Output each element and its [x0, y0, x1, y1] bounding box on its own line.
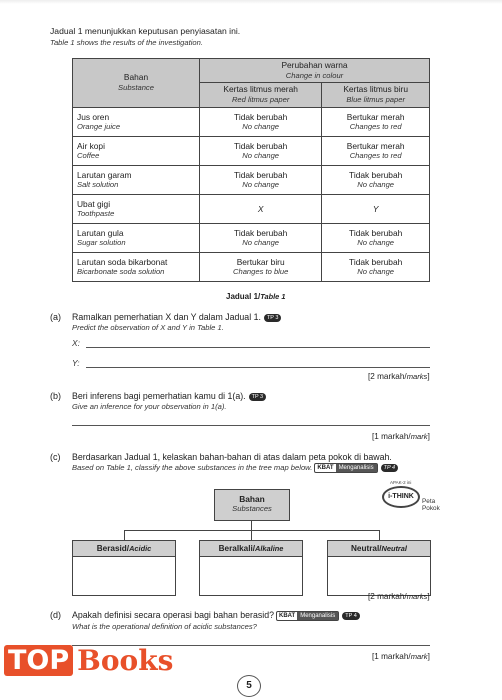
tree-category-alkaline[interactable] [199, 540, 303, 596]
question-b-text [72, 391, 266, 411]
answer-y-label: Y: [72, 358, 80, 368]
logo-top: TOP [4, 645, 73, 676]
tree-root-ms: Bahan [239, 494, 265, 504]
caption-en: Table 1 [260, 292, 286, 301]
ithink-badge [378, 480, 454, 520]
blue-ms: Bertukar merah [346, 141, 405, 152]
caption-ms: Jadual 1/ [226, 292, 261, 301]
header-red-en: Red litmus paper [231, 95, 290, 105]
question-b-label: (b) [50, 391, 61, 401]
row-blue-result [322, 252, 430, 281]
question-d-en: What is the operational definition of acidic substances? [72, 621, 257, 631]
row-red-result [200, 165, 322, 194]
substance-ms: Larutan garam [77, 170, 132, 181]
substance-en: Orange juice [77, 122, 121, 132]
row-substance [73, 165, 200, 194]
table-row [73, 136, 430, 165]
tp-badge: TP 3 [264, 314, 282, 322]
marks-ms: [2 markah/ [368, 592, 407, 601]
blue-en: No change [357, 267, 395, 277]
substance-ms: Ubat gigi [77, 199, 111, 210]
blue-ms: Tidak berubah [349, 257, 403, 268]
tree-category-neutral[interactable] [327, 540, 431, 596]
marks-ms: [1 markah/ [372, 432, 411, 441]
question-b-en: Give an inference for your observation in 1(a). [72, 402, 227, 411]
marks-end: ] [427, 592, 430, 601]
kbat-label: KBAT [278, 612, 296, 619]
row-substance [73, 223, 200, 252]
row-red-result [200, 136, 322, 165]
tree-connector-branch [124, 530, 380, 540]
blue-ms: Bertukar merah [346, 112, 405, 123]
question-a-marks [368, 372, 430, 381]
header-substance-en: Substance [118, 82, 154, 92]
ithink-arc-text: APAK-2 ini [390, 480, 412, 485]
row-blue-result [322, 136, 430, 165]
answer-x-label: X: [72, 338, 80, 348]
marks-end: ] [427, 372, 430, 381]
marks-en: mark [410, 432, 428, 441]
category-acidic-header [73, 541, 175, 557]
tree-connector-stem [251, 521, 252, 530]
marks-en: marks [406, 592, 428, 601]
table-row [73, 107, 430, 136]
marks-ms: [1 markah/ [372, 652, 411, 661]
header-group-en: Change in colour [285, 70, 344, 80]
red-en: No change [242, 238, 280, 248]
red-ms: Tidak berubah [234, 228, 288, 239]
cat3-en: Neutral [381, 544, 407, 553]
question-d-label: (d) [50, 610, 61, 620]
row-red-result [200, 107, 322, 136]
ithink-logo: i-THINK [382, 486, 420, 508]
marks-en: mark [410, 652, 428, 661]
row-blue-result [322, 165, 430, 194]
tree-category-acidic[interactable] [72, 540, 176, 596]
table-row [73, 194, 430, 223]
marks-en: marks [406, 372, 428, 381]
substance-ms: Jus oren [77, 112, 110, 123]
red-ms: Tidak berubah [234, 112, 288, 123]
blue-ms: Tidak berubah [349, 170, 403, 181]
question-a-label: (a) [50, 312, 61, 322]
question-b-marks [372, 432, 430, 441]
intro-ms: Jadual 1 menunjukkan keputusan penyiasatan ini. [50, 26, 241, 36]
substance-en: Sugar solution [77, 238, 126, 248]
kbat-badge [314, 463, 377, 473]
page-number: 5 [237, 675, 261, 697]
substance-en: Bicarbonate soda solution [77, 267, 165, 277]
row-red-result [200, 223, 322, 252]
table-caption [226, 292, 285, 301]
blue-en: Changes to red [349, 122, 402, 132]
row-substance [73, 136, 200, 165]
logo-books: Books [77, 643, 174, 677]
kbat-skill: Menganalisis [336, 464, 377, 472]
cat1-en: Acidic [129, 544, 152, 553]
page-top-edge [0, 0, 502, 4]
marks-end: ] [427, 432, 430, 441]
question-d-ms: Apakah definisi secara operasi bagi bahan berasid? [72, 610, 274, 620]
tree-connector-middle [251, 530, 252, 540]
cat2-ms: Beralkali/ [218, 544, 256, 553]
row-substance [73, 194, 200, 223]
marks-end: ] [427, 652, 430, 661]
header-blue-en: Blue litmus paper [346, 95, 405, 105]
header-red-litmus [200, 83, 322, 107]
kbat-skill: Menganalisis [297, 612, 338, 620]
question-c-en: Based on Table 1, classify the above substances in the tree map below. [72, 463, 313, 472]
row-substance [73, 252, 200, 281]
question-c-marks [368, 592, 430, 601]
header-substance [73, 59, 200, 108]
header-blue-litmus [322, 83, 430, 107]
results-table [72, 58, 430, 282]
header-blue-ms: Kertas litmus biru [343, 84, 409, 95]
cat3-ms: Neutral/ [351, 544, 382, 553]
blue-en: No change [357, 238, 395, 248]
row-blue-result [322, 223, 430, 252]
intro-en: Table 1 shows the results of the investigation. [50, 38, 203, 47]
kbat-badge [276, 611, 339, 621]
header-substance-ms: Bahan [123, 72, 149, 83]
question-d-text [72, 610, 360, 631]
red-en: No change [242, 180, 280, 190]
row-red-result-x [200, 194, 322, 223]
question-a-ms: Ramalkan pemerhatian X dan Y dalam Jadual 1. [72, 312, 261, 322]
table-header-row [73, 59, 430, 83]
red-en: No change [242, 151, 280, 161]
substance-en: Salt solution [77, 180, 119, 190]
tp-badge: TP 4 [381, 464, 398, 472]
table-row [73, 252, 430, 281]
red-ms: Tidak berubah [234, 170, 288, 181]
answer-x-line[interactable] [86, 347, 430, 348]
question-c-label: (c) [50, 452, 61, 462]
header-red-ms: Kertas litmus merah [223, 84, 298, 95]
red-ms: Bertukar biru [236, 257, 285, 268]
question-a-en: Predict the observation of X and Y in Table 1. [72, 323, 224, 332]
question-d-marks [372, 652, 430, 661]
ithink-map-type: Peta Pokok [422, 498, 440, 512]
row-blue-result [322, 107, 430, 136]
marks-ms: [2 markah/ [368, 372, 407, 381]
intro-text [50, 26, 240, 47]
substance-ms: Larutan gula [77, 228, 124, 239]
cat2-en: Alkaline [255, 544, 284, 553]
question-c-text [72, 452, 462, 473]
red-en: Changes to blue [233, 267, 289, 277]
red-ms: Tidak berubah [234, 141, 288, 152]
row-blue-result-y [322, 194, 430, 223]
substance-ms: Larutan soda bikarbonat [77, 257, 168, 268]
question-b-ms: Beri inferens bagi pemerhatian kamu di 1(a). [72, 391, 246, 401]
question-a-text [72, 312, 281, 332]
tp-badge: TP 3 [249, 393, 267, 401]
blue-ms: Y [372, 203, 379, 214]
red-ms: X [257, 203, 264, 214]
cat1-ms: Berasid/ [96, 544, 130, 553]
tree-root-en: Substances [232, 504, 272, 513]
answer-y-line[interactable] [86, 367, 430, 368]
substance-en: Toothpaste [77, 209, 115, 219]
category-alkaline-header [200, 541, 302, 557]
topbooks-logo [4, 640, 173, 680]
answer-b-line[interactable] [72, 425, 430, 426]
question-c-en-line [72, 463, 462, 473]
question-c-ms: Berdasarkan Jadual 1, kelaskan bahan-bahan di atas dalam peta pokok di bawah. [72, 452, 392, 462]
blue-ms: Tidak berubah [349, 228, 403, 239]
header-group-ms: Perubahan warna [281, 60, 348, 70]
table-row [73, 223, 430, 252]
row-red-result [200, 252, 322, 281]
substance-ms: Air kopi [77, 141, 105, 152]
category-neutral-header [328, 541, 430, 557]
red-en: No change [242, 122, 280, 132]
table-row [73, 165, 430, 194]
tp-badge: TP 4 [342, 612, 360, 620]
substance-en: Coffee [77, 151, 100, 161]
kbat-label: KBAT [317, 465, 334, 471]
header-colour-change [200, 59, 430, 83]
blue-en: No change [357, 180, 395, 190]
tree-map-root [214, 489, 290, 521]
row-substance [73, 107, 200, 136]
blue-en: Changes to red [349, 151, 402, 161]
